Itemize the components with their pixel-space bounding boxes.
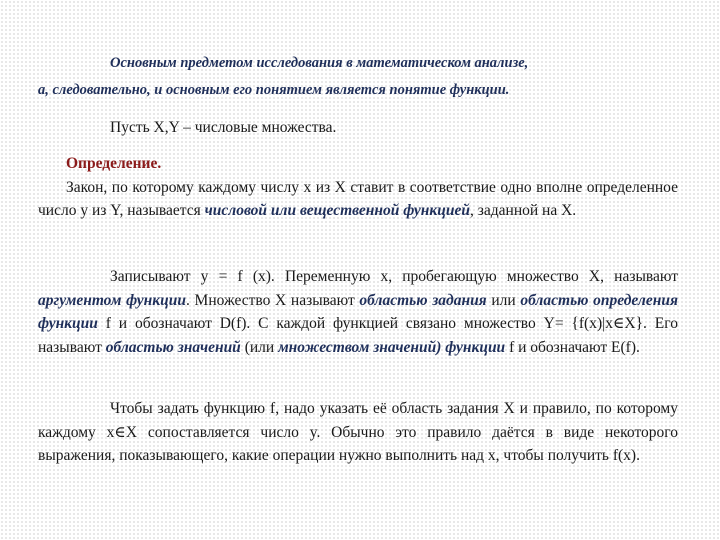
term-range-1: областью значений (105, 338, 241, 356)
definition-part-1: Закон, по которому каждому числу x из X ставит в соответствие одно вполне определенное число y из Y, называется (38, 178, 678, 219)
sets-paragraph (38, 116, 678, 140)
rule-paragraph (38, 397, 678, 468)
notation-a: Записывают y = f (x). Переменную x, пробегающую множество X, называют (110, 268, 678, 285)
term-domain-1: областью задания (359, 291, 487, 309)
definition-block (38, 152, 678, 223)
term-argument: аргументом функции (38, 291, 187, 309)
notation-f: f и обозначают E(f). (505, 338, 640, 356)
term-range-2: множеством значений) функции (278, 338, 506, 356)
intro-line-1: Основным предметом исследования в математическом анализе, (110, 55, 529, 71)
intro-paragraph (38, 50, 678, 104)
definition-part-2: , заданной на X. (470, 202, 577, 219)
notation-e: (или (240, 338, 279, 356)
notation-paragraph (38, 265, 678, 359)
sets-text: Пусть X,Y – числовые множества. (110, 119, 337, 136)
notation-b: . Множество X называют (186, 291, 360, 309)
definition-text (38, 176, 678, 223)
intro-line-2: а, следовательно, и основным его понятием является понятие функции. (38, 82, 510, 98)
rule-text: Чтобы задать функцию f, надо указать её область задания X и правило, по которому каждому x∈X сопоставляется число y. Обычно это правило даётся в виде некоторого выражения, показывающего, какие операции нужно выполнить над x, чтобы получить f(x). (38, 400, 678, 464)
notation-c: или (486, 291, 521, 309)
term-domain-2: областью определения функции (38, 291, 678, 332)
definition-title: Определение. (66, 155, 162, 172)
notation-d: f и обозначают D(f). С каждой функцией связано множество Y= {f(x)|x∈X}. Его называют (38, 315, 678, 356)
definition-term: числовой или вещественной функцией (204, 202, 470, 219)
